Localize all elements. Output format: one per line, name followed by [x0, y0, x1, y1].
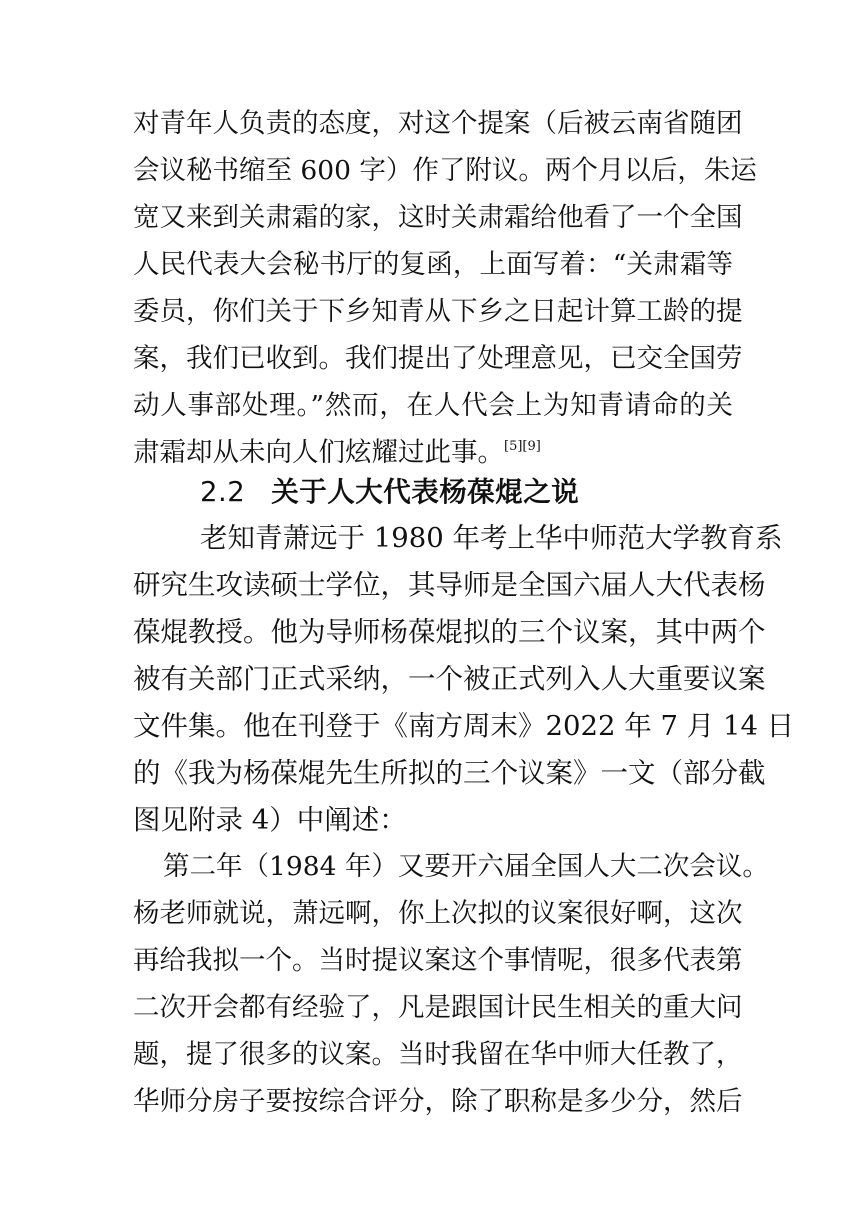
paragraph-1-last-text: 肃霜却从未向人们炫耀过此事。: [133, 437, 504, 468]
quote-line-5: 题，提了很多的议案。当时我留在华中师大任教了，: [133, 1039, 743, 1070]
paragraph-2-line-4: 被有关部门正式采纳，一个被正式列入人大重要议案: [133, 663, 766, 695]
paragraph-2-line-1: 老知青萧远于 1980 年考上华中师范大学教育系: [200, 522, 783, 554]
quote-line-6: 华师分房子要按综合评分，除了职称是多少分，然后: [133, 1086, 743, 1117]
paragraph-1-line-3: 宽又来到关肃霜的家，这时关肃霜给他看了一个全国: [133, 202, 743, 233]
section-heading: [200, 470, 579, 514]
paragraph-1-line-7: 动人事部处理。”然而，在人代会上为知青请命的关: [133, 390, 733, 421]
paragraph-1-line-2: 会议秘书缩至 600 字）作了附议。两个月以后，朱运: [133, 155, 757, 186]
paragraph-2-line-6: 的《我为杨葆焜先生所拟的三个议案》一文（部分截: [133, 757, 766, 789]
paragraph-1-line-5: 委员，你们关于下乡知青从下乡之日起计算工龄的提: [133, 296, 743, 327]
quote-line-1: 第二年（1984 年）又要开六届全国人大二次会议。: [163, 851, 769, 882]
paragraph-2-line-3: 葆焜教授。他为导师杨葆焜拟的三个议案，其中两个: [133, 616, 766, 648]
section-title: 关于人大代表杨葆焜之说: [271, 476, 580, 508]
paragraph-1-line-6: 案，我们已收到。我们提出了处理意见，已交全国劳: [133, 343, 743, 374]
paragraph-2-line-2: 研究生攻读硕士学位，其导师是全国六届人大代表杨: [133, 569, 766, 601]
quote-line-3: 再给我拟一个。当时提议案这个事情呢，很多代表第: [133, 945, 743, 976]
paragraph-1-line-4: 人民代表大会秘书厅的复函，上面写着：“关肃霜等: [133, 249, 733, 280]
section-number: 2.2: [200, 476, 246, 508]
paragraph-1-line-1: 对青年人负责的态度，对这个提案（后被云南省随团: [133, 108, 743, 139]
quote-line-2: 杨老师就说，萧远啊，你上次拟的议案很好啊，这次: [133, 898, 743, 929]
quote-line-4: 二次开会都有经验了，凡是跟国计民生相关的重大问: [133, 992, 743, 1023]
paragraph-2-line-5: 文件集。他在刊登于《南方周末》2022 年 7 月 14 日: [133, 710, 795, 742]
citation-reference: [5][9]: [504, 439, 541, 454]
paragraph-2-last-line: 图见附录 4）中阐述：: [133, 804, 407, 836]
paragraph-1-last-line: [133, 432, 733, 474]
